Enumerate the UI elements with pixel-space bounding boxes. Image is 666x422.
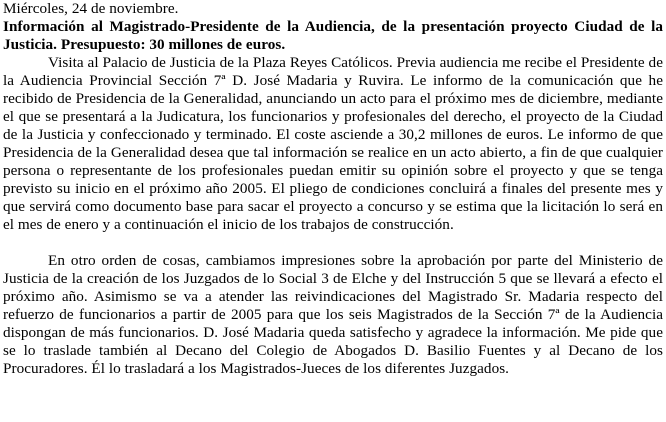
document-page [3, 0, 663, 378]
paragraph-2: En otro orden de cosas, cambiamos impresiones sobre la aprobación por parte del Ministerio de Justicia de la creación de los Juzgados de lo Social 3 de Elche y del Instrucción 5 que se llevará a efecto el próximo año. Asimismo se va a atender las reivindicaciones del Magistrado Sr. Madaria respecto del refuerzo de funcionarios a partir de 2005 para que los seis Magistrados de la Sección 7ª de la Audiencia dispongan de más funcionarios. D. José Madaria queda satisfecho y agradece la información. Me pide que se lo traslade también al Decano del Colegio de Abogados D. Basilio Fuentes y al Decano de los Procuradores. Él lo trasladará a los Magistrados-Jueces de los diferentes Juzgados. [3, 252, 663, 377]
document-heading: Información al Magistrado-Presidente de la Audiencia, de la presentación proyecto Ciudad de la Justicia. Presupuesto: 30 millones de euros. [3, 18, 663, 53]
paragraph-spacer [3, 234, 663, 252]
paragraph-1: Visita al Palacio de Justicia de la Plaza Reyes Católicos. Previa audiencia me recibe el Presidente de la Audiencia Provincial Sección 7ª D. José Madaria y Ruvira. Le informo de la comunicación que he recibido de Presidencia de la Generalidad, anunciando un acto para el próximo mes de diciembre, mediante el que se presentará a la Judicatura, los funcionarios y profesionales del derecho, el proyecto de la Ciudad de la Justicia y confeccionado y terminado. El coste asciende a 30,2 millones de euros. Le informo de que Presidencia de la Generalidad desea que tal información se realice en un acto abierto, a fin de que cualquier persona o representante de los profesionales puedan emitir su opinión sobre el proyecto y que se tenga previsto su inicio en el próximo año 2005. El pliego de condiciones concluirá a finales del presente mes y que servirá como documento base para sacar el proyecto a concurso y se estima que la licitación lo será en el mes de enero y a continuación el inicio de los trabajos de construcción. [3, 54, 663, 233]
document-date: Miércoles, 24 de noviembre. [3, 0, 179, 17]
